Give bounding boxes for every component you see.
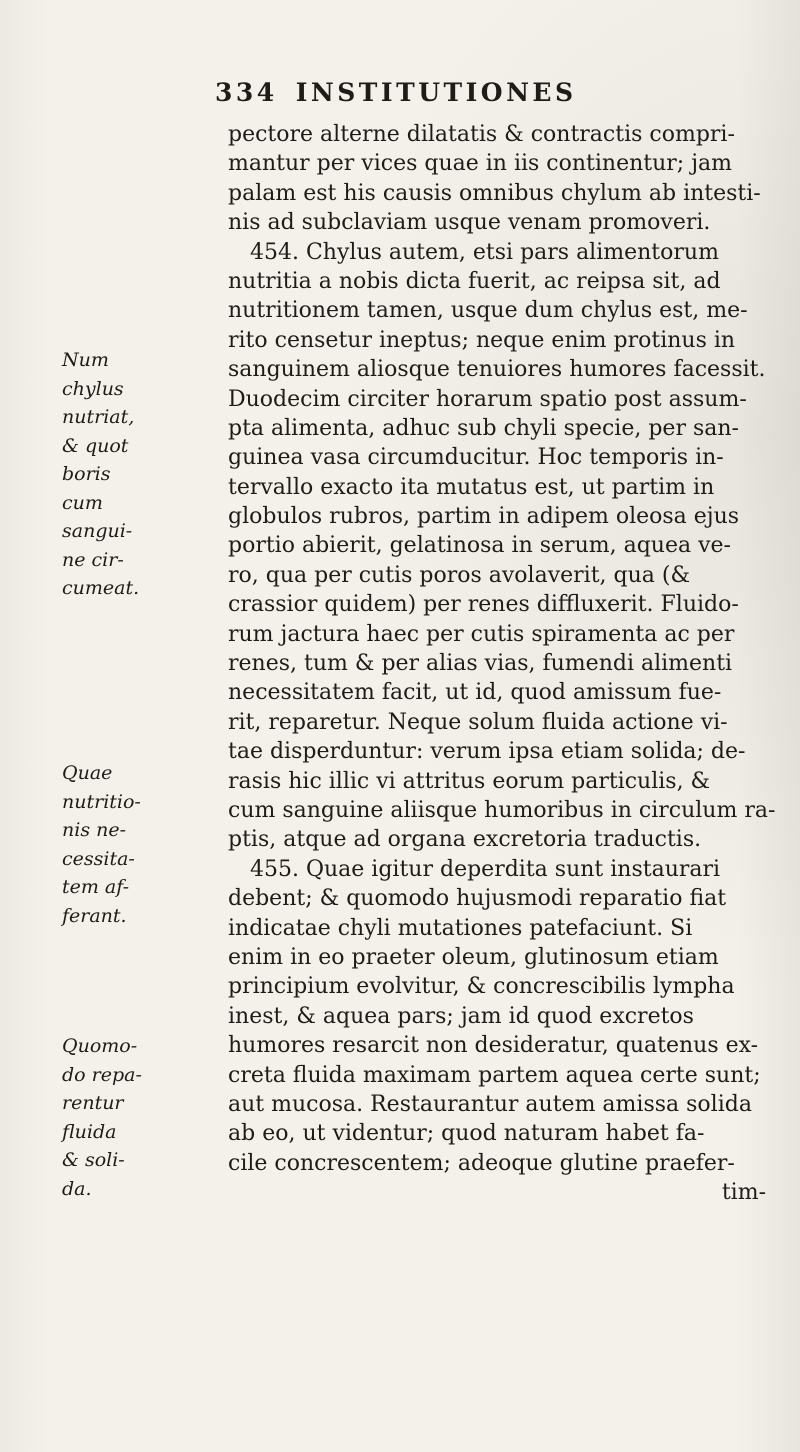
text-line: ab eo, ut videntur; quod naturam habet fa- bbox=[228, 1121, 705, 1147]
text-line: humores resarcit non desideratur, quatenus ex- bbox=[228, 1033, 759, 1059]
text-line: cum sanguine aliisque humoribus in circulum ra- bbox=[228, 797, 776, 823]
text-line: debent; & quomodo hujusmodi reparatio fiat bbox=[228, 886, 727, 912]
text-line: sanguinem aliosque tenuiores humores facessit. bbox=[228, 357, 766, 383]
margin-note-num-chylus bbox=[62, 346, 212, 603]
page-number: 334 bbox=[215, 78, 278, 107]
text-line: 454. Chylus autem, etsi pars alimentorum bbox=[250, 239, 719, 265]
margin-note-line: & quot bbox=[62, 434, 129, 457]
margin-note-line: cum bbox=[62, 491, 103, 514]
running-head bbox=[215, 78, 775, 107]
margin-note-line: ne cir- bbox=[62, 548, 124, 571]
margin-note-line: nis ne- bbox=[62, 819, 127, 841]
margin-note-line: rentur bbox=[62, 1092, 124, 1114]
text-line: tim- bbox=[721, 1180, 766, 1206]
margin-note-line: Quae bbox=[62, 762, 113, 784]
text-line: 455. Quae igitur deperdita sunt instaurari bbox=[250, 856, 721, 882]
text-line: mantur per vices quae in iis continentur; jam bbox=[228, 151, 733, 177]
text-line: tervallo exacto ita mutatus est, ut partim in bbox=[228, 474, 715, 500]
margin-note-line: Quomo- bbox=[62, 1035, 138, 1057]
margin-note-quomodo-reparentur bbox=[62, 1032, 212, 1203]
text-line: palam est his causis omnibus chylum ab intesti- bbox=[228, 180, 761, 206]
text-line: enim in eo praeter oleum, glutinosum etiam bbox=[228, 944, 719, 970]
text-line: creta fluida maximam partem aquea certe sunt; bbox=[228, 1062, 761, 1088]
margin-note-line: & soli- bbox=[62, 1149, 125, 1171]
margin-note-line: tem af- bbox=[62, 876, 130, 898]
text-line: crassior quidem) per renes diffluxerit. Fluido- bbox=[228, 592, 739, 618]
main-text-column bbox=[228, 120, 788, 1207]
text-line: pectore alterne dilatatis & contractis compri- bbox=[228, 122, 735, 147]
text-line: principium evolvitur, & concrescibilis lympha bbox=[228, 974, 735, 1000]
margin-note-line: nutriat, bbox=[62, 406, 135, 428]
text-line: inest, & aquea pars; jam id quod excretos bbox=[228, 1003, 694, 1029]
margin-note-line: sangui- bbox=[62, 520, 133, 542]
text-line: cile concrescentem; adeoque glutine praefer- bbox=[228, 1150, 735, 1176]
margin-note-line: boris bbox=[62, 463, 111, 485]
text-line: ptis, atque ad organa excretoria traductis. bbox=[228, 827, 702, 853]
text-line: pta alimenta, adhuc sub chyli specie, per san- bbox=[228, 415, 739, 441]
text-line: portio abierit, gelatinosa in serum, aquea ve- bbox=[228, 533, 731, 559]
text-line: Duodecim circiter horarum spatio post assum- bbox=[228, 386, 747, 412]
margin-note-line: nutritio- bbox=[62, 790, 141, 813]
margin-note-line: cumeat. bbox=[62, 577, 140, 599]
margin-note-line: chylus bbox=[62, 377, 124, 400]
text-line: guinea vasa circumducitur. Hoc temporis in- bbox=[228, 445, 724, 471]
text-line: aut mucosa. Restaurantur autem amissa solida bbox=[228, 1091, 752, 1117]
text-line: nis ad subclaviam usque venam promoveri. bbox=[228, 210, 711, 236]
text-line: indicatae chyli mutationes patefaciunt. Si bbox=[228, 915, 693, 941]
text-line: rito censetur ineptus; neque enim protinus in bbox=[228, 327, 736, 353]
margin-note-line: ferant. bbox=[62, 904, 127, 927]
margin-note-quae-nutritionis bbox=[62, 759, 212, 930]
text-line: rum jactura haec per cutis spiramenta ac per bbox=[228, 621, 735, 647]
text-line: nutritionem tamen, usque dum chylus est, me- bbox=[228, 298, 748, 324]
text-line: nutritia a nobis dicta fuerit, ac reipsa sit, ad bbox=[228, 268, 721, 294]
margin-note-line: da. bbox=[62, 1177, 92, 1200]
text-line: ro, qua per cutis poros avolaverit, qua (& bbox=[228, 562, 691, 588]
margin-note-line: Num bbox=[62, 349, 109, 371]
text-line: rit, reparetur. Neque solum fluida actione vi- bbox=[228, 709, 728, 735]
text-line: globulos rubros, partim in adipem oleosa ejus bbox=[228, 504, 740, 530]
running-title: INSTITUTIONES bbox=[295, 78, 577, 107]
text-line: tae disperduntur: verum ipsa etiam solida; de- bbox=[228, 739, 746, 765]
text-line: necessitatem facit, ut id, quod amissum fue- bbox=[228, 680, 722, 706]
margin-note-line: do repa- bbox=[62, 1063, 142, 1086]
text-line: rasis hic illic vi attritus eorum particulis, & bbox=[228, 768, 711, 794]
text-line: renes, tum & per alias vias, fumendi alimenti bbox=[228, 651, 733, 677]
margin-note-line: cessita- bbox=[62, 847, 135, 870]
margin-note-line: fluida bbox=[62, 1120, 117, 1143]
